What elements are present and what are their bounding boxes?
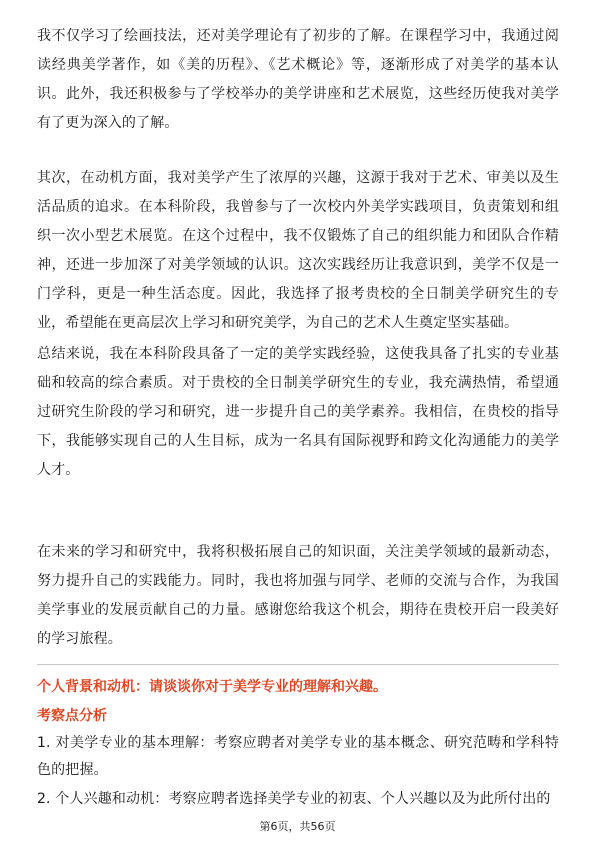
analysis-item-1: 1. 对美学专业的基本理解：考察应聘者对美学专业的基本概念、研究范畴和学科特色的把握。	[37, 735, 559, 778]
body-paragraph-4: 在未来的学习和研究中，我将积极拓展自己的知识面，关注美学领域的最新动态，努力提升自己的实践能力。同时，我也将加强与同学、老师的交流与合作，为我国美学事业的发展贡献自己的力量。感谢您给我这个机会，期待在贵校开启一段美好的学习旅程。	[37, 544, 559, 647]
interview-question: 个人背景和动机：请谈谈你对于美学专业的理解和兴趣。	[37, 679, 387, 695]
analysis-title: 考察点分析	[37, 708, 107, 724]
body-paragraph-2: 其次，在动机方面，我对美学产生了浓厚的兴趣，这源于我对于艺术、审美以及生活品质的追求。在本科阶段，我曾参与了一次校内外美学实践项目，负责策划和组织一次小型艺术展览。在这个过程中，我不仅锻炼了自己的组织能力和团队合作精神，还进一步加深了对美学领域的认识。这次实践经历让我意识到，美学不仅是一门学科，更是一种生活态度。因此，我选择了报考贵校的全日制美学研究生的专业，希望能在更高层次上学习和研究美学，为自己的艺术人生奠定坚实基础。	[37, 170, 559, 331]
page-number-footer: 第6页，共56页	[259, 820, 336, 833]
analysis-item-2: 2. 个人兴趣和动机：考察应聘者选择美学专业的初衷、个人兴趣以及为此所付出的	[37, 791, 551, 807]
body-paragraph-3: 总结来说，我在本科阶段具备了一定的美学实践经验，这使我具备了扎实的专业基础和较高的综合素质。对于贵校的全日制美学研究生的专业，我充满热情，希望通过研究生阶段的学习和研究，进一步提升自己的美学素养。我相信，在贵校的指导下，我能够实现自己的人生目标，成为一名具有国际视野和跨文化沟通能力的美学人才。	[37, 346, 559, 478]
body-paragraph-1: 我不仅学习了绘画技法，还对美学理论有了初步的了解。在课程学习中，我通过阅读经典美学著作，如《美的历程》、《艺术概论》等，逐渐形成了对美学的基本认识。此外，我还积极参与了学校举办的美学讲座和艺术展览，这些经历使我对美学有了更为深入的了解。	[37, 28, 559, 131]
section-divider	[37, 664, 559, 665]
